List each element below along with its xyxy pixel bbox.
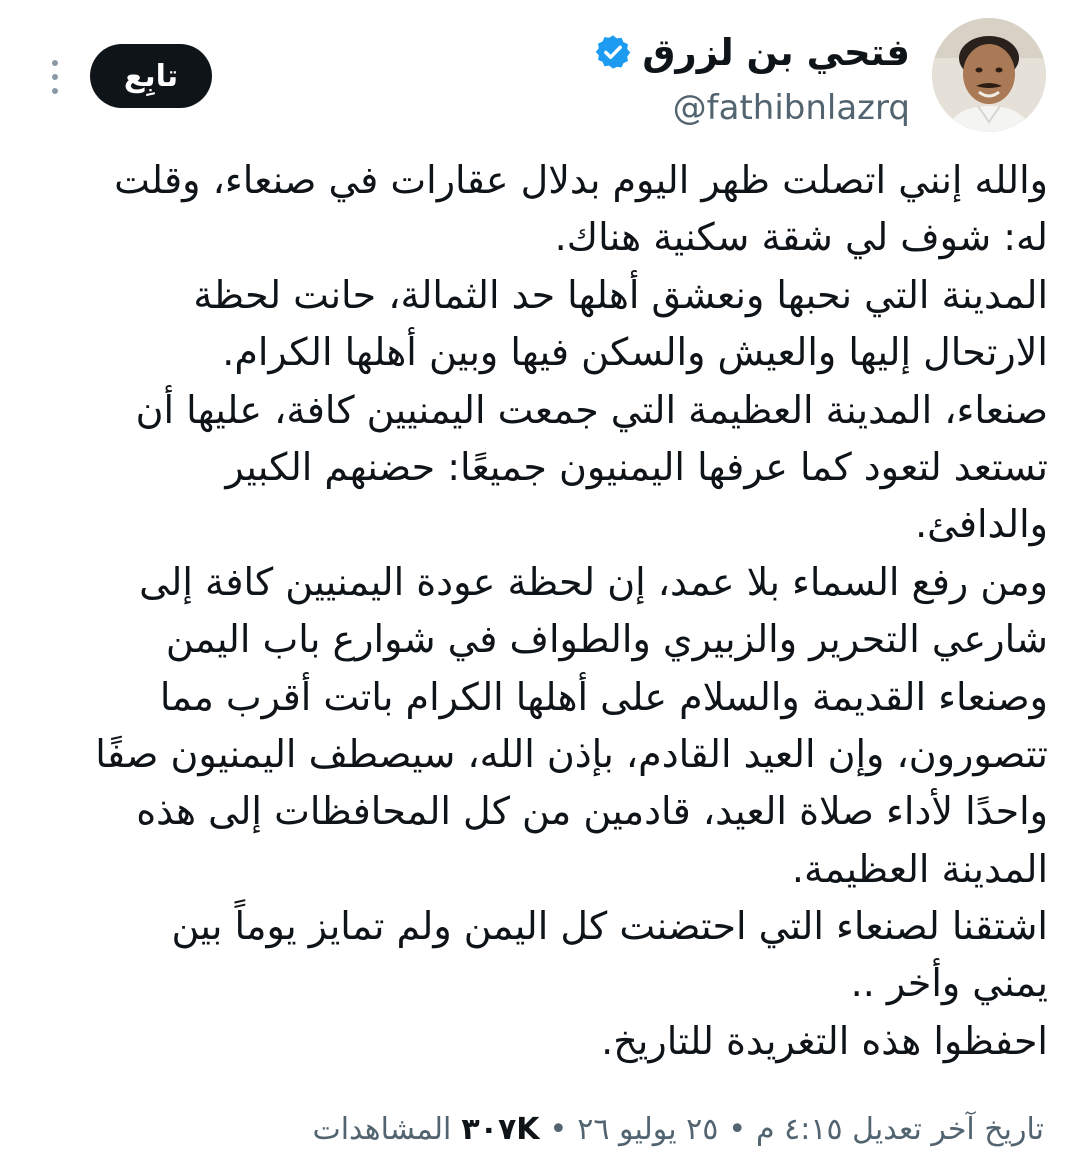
author-handle[interactable]: @fathibnlazrq: [672, 88, 910, 128]
author-display-name[interactable]: فتحي بن لزرق: [642, 30, 910, 74]
verified-badge-icon: [594, 33, 632, 71]
tweet-line: احفظوا هذه التغريدة للتاريخ.: [601, 1018, 1048, 1063]
tweet-line: تتصورون، وإن العيد القادم، بإذن الله، سيصطف اليمنيون صفًا: [95, 731, 1048, 776]
tweet-line: والدافئ.: [915, 502, 1048, 547]
tweet-line: صنعاء، المدينة العظيمة التي جمعت اليمنيين كافة، عليها أن: [135, 387, 1048, 432]
tweet-line: شارعي التحرير والزبيري والطواف في شوارع باب اليمن: [165, 617, 1048, 662]
more-dot: [52, 74, 58, 80]
views-label: المشاهدات: [312, 1112, 452, 1147]
tweet-meta: [312, 1112, 1044, 1147]
author-name-row[interactable]: [594, 26, 910, 78]
edited-timestamp[interactable]: تاريخ آخر تعديل ٤:١٥ م: [756, 1112, 1044, 1147]
tweet-line: المدينة التي نحبها ونعشق أهلها حد الثمالة، حانت لحظة: [193, 272, 1048, 317]
tweet-line: واحدًا لأداء صلاة العيد، قادمين من كل المحافظات إلى هذه: [136, 789, 1048, 834]
views-count: ٣٠٧K: [461, 1112, 540, 1147]
more-options-icon[interactable]: [40, 52, 70, 102]
meta-separator: •: [728, 1112, 747, 1147]
tweet-line: ومن رفع السماء بلا عمد، إن لحظة عودة اليمنيين كافة إلى: [139, 559, 1048, 604]
follow-button[interactable]: تابِع: [90, 44, 212, 108]
avatar[interactable]: [932, 18, 1046, 132]
tweet-line: اشتقنا لصنعاء التي احتضنت كل اليمن ولم تمايز يوماً بين: [171, 904, 1048, 949]
tweet-date[interactable]: ٢٥ يوليو ٢٦: [577, 1112, 719, 1147]
more-dot: [52, 88, 58, 94]
more-dot: [52, 60, 58, 66]
tweet-line: والله إنني اتصلت ظهر اليوم بدلال عقارات في صنعاء، وقلت: [114, 158, 1048, 202]
tweet-line: له: شوف لي شقة سكنية هناك.: [554, 215, 1048, 260]
tweet-line: وصنعاء القديمة والسلام على أهلها الكرام باتت أقرب مما: [159, 674, 1048, 719]
avatar-image: [932, 18, 1046, 132]
meta-separator: •: [549, 1112, 568, 1147]
tweet-line: تستعد لتعود كما عرفها اليمنيون جميعًا: حضنهم الكبير: [225, 444, 1048, 489]
tweet-text: [42, 152, 1048, 1070]
tweet-line: الارتحال إليها والعيش والسكن فيها وبين أهلها الكرام.: [222, 330, 1048, 375]
tweet-line: المدينة العظيمة.: [791, 846, 1048, 891]
tweet-line: يمني وأخر ..: [850, 961, 1048, 1006]
